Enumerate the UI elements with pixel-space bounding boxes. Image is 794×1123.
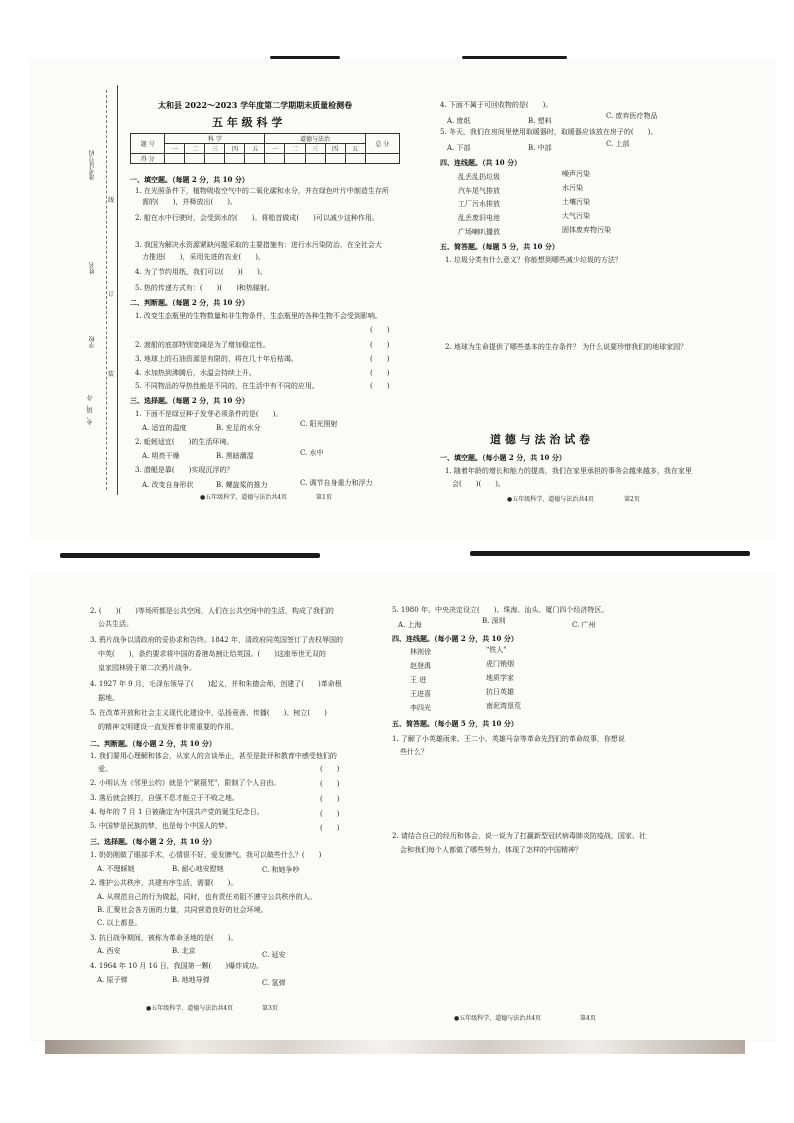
exam-title: 太和县 2022～2023 学年度第二学期期末质量检测卷 [158,100,353,110]
score-cell [265,154,285,164]
option: B. 黑暗潮湿 [216,452,254,460]
match-left-item: 王进喜 [410,690,431,698]
question-text: 1. 奶奶刚做了眼部手术，心情很不好，爱发脾气。我可以做些什么？( ) [90,851,322,859]
question-text: 1. 随着年龄的增长和能力的提高，我们在家里承担的事务会越来越多，我在家里 [445,467,692,475]
match-right-item: 大气污染 [562,212,590,220]
match-right-item: 虎门销烟 [486,660,514,668]
question-text: 的精神文明建设一直发挥着非常重要的作用。 [98,723,238,731]
option: C. 调节自身重力和浮力 [300,479,373,487]
question-text: 1. 我们要用心理解和体会，从家人的言谈举止，甚至是批评和教育中感受他们的 [90,752,337,760]
answer-paren: ( ) [370,369,390,377]
question-text: 会和我们每个人都做了哪些努力，体现了怎样的中国精神？ [400,846,582,854]
question-text: 3. 潜艇是靠( )实现沉浮的？ [135,466,234,474]
option: B. 塑料 [528,117,552,125]
question-text: 4. 水加热到沸腾后，水温会持续上升。 [135,369,256,377]
side-label: 线 [108,197,115,204]
option: B. 深圳 [482,617,506,625]
page-number: 第2页 [624,496,640,503]
question-text: 据地。 [98,694,119,702]
section-heading: 一、填空题。（每小题 2 分，共 10 分） [440,453,566,462]
match-right-item: 水污染 [562,184,583,192]
score-table [130,133,400,164]
score-col: 一 [165,144,185,154]
score-cell [205,154,225,164]
section-heading: 三、选择题。（每小题 2 分，共 10 分） [90,837,216,846]
score-cell [365,154,399,164]
score-table-header: 科 学 [165,134,265,144]
question-text: 3. 鸦片战争以清政府的妥协求和告终。1842 年，清政府同英国签订了丧权辱国的 [90,636,343,644]
scan-shadow [45,1040,745,1054]
option: A. 不理睬她 [97,865,135,873]
match-right-item: 抗日英雄 [486,688,514,696]
score-cell [285,154,305,164]
question-text: 3. 地球上的石油资源是有限的，将在几十年后枯竭。 [135,355,298,363]
page-footer: ●五年级科学、道德与法治共4页 [507,496,595,503]
score-cell [245,154,265,164]
score-row-label: 得 分 [131,154,165,164]
answer-paren: ( ) [320,824,340,832]
question-text: 4. 为了节约用纸，我们可以( )( )。 [135,268,267,276]
section-heading: 四、连线题。（共 10 分） [440,158,522,167]
score-col: 五 [245,144,265,154]
answer-paren: ( ) [320,795,340,803]
question-text: 5. 不同物品的导热性能是不同的，在生活中有不同的应用。 [135,382,319,390]
option: A. 改变自身形状 [142,481,194,489]
option: C. 广州 [572,621,596,629]
answer-paren: ( ) [320,810,340,818]
question-text: 爱。 [98,765,112,773]
option: A. 适宜的温度 [142,424,187,432]
option: A. 从规范自己的行为做起，同时，也有责任劝阻不遵守公共秩序的人。 [97,893,317,901]
option: B. 螺旋桨的推力 [216,481,268,489]
score-cell [345,154,365,164]
question-text: 2. 请结合自己的经历和体会，说一说为了打赢新型冠状病毒肺炎防疫战，国家、社 [392,832,646,840]
side-label: 学校 [89,336,96,348]
question-text: 2. 维护公共秩序，共建有序生活，需要( )。 [90,879,238,887]
option: C. 以上都是。 [97,919,142,927]
question-text: 1. 在光照条件下，植物吸收空气中的二氧化碳和水分，并在绿色叶片中制造生存所 [135,187,389,195]
match-left-item: 乱丢废旧电池 [458,214,500,222]
side-label: 乡、镇、办 [87,395,94,425]
scan-edge-mark [60,553,320,558]
question-text: 2. 船在水中行驶时，会受到水的( )。将船首做成( )可以减少这种作用。 [135,214,379,222]
question-text: 1. 下面不是绿豆种子发芽必须条件的是( )。 [135,410,283,418]
subject-title: 五 年 级 科 学 [212,116,283,129]
score-col: 二 [185,144,205,154]
question-text: 2. 蚯蚓适宜( )的生活环境。 [135,438,234,446]
page-footer: ●五年级科学、道德与法治共4页 [200,494,288,501]
score-cell [225,154,245,164]
question-text: 2. ( )( )等场所都是公共空间，人们在公共空间中的生活，构成了我们的 [90,607,334,615]
question-text: 2. 渡船的底部特别宽阔是为了增加稳定性。 [135,341,270,349]
score-col: 二 [285,144,305,154]
score-table-header: 题 号 [131,134,165,154]
score-col: 三 [205,144,225,154]
option: C. 水中 [300,449,324,457]
option: A. 原子弹 [97,976,128,984]
option: C. 上部 [606,140,630,148]
score-col: 一 [265,144,285,154]
side-label: 订 [108,291,115,298]
score-table-header: 道德与法治 [265,134,365,144]
score-col: 三 [305,144,325,154]
option: B. 地地导弹 [172,976,210,984]
match-right-item: 土壤污染 [562,198,590,206]
question-text: 5. 1980 年，中央决定设立( )、珠海、汕头、厦门四个经济特区。 [392,606,609,614]
score-col: 四 [325,144,345,154]
question-text: 公共生活。 [98,620,133,628]
side-label: 装 [108,371,115,378]
page-number: 第3页 [262,1005,278,1012]
question-text: 2. 小明认为《邻里公约》就是个"紧箍咒"，限制了个人自由。 [90,779,281,787]
side-label: 准考证号码 [89,150,96,180]
option: A. 上海 [398,621,422,629]
section-heading: 三、选择题。（每题 2 分，共 10 分） [130,396,249,405]
section-heading: 五、简答题。（每小题 5 分，共 10 分） [392,719,518,728]
answer-paren: ( ) [370,326,390,334]
score-cell [305,154,325,164]
score-col: 四 [225,144,245,154]
page-footer: ●五年级科学、道德与法治共4页 [146,1005,234,1012]
question-text: 力推进( )，采用先进的农业( )。 [142,253,265,261]
scan-edge-mark [470,551,750,556]
question-text: 些什么？ [400,748,428,756]
question-text: 皇家园林毁于第二次鸦片战争。 [98,664,196,672]
question-text: 4. 1964 年 10 月 16 日，我国第一颗( )爆炸成功。 [90,962,264,970]
answer-paren: ( ) [370,355,390,363]
match-left-item: 林则徐 [410,648,431,656]
match-left-item: 王 进 [410,676,427,684]
page-number: 第4页 [580,1015,596,1022]
section-heading: 二、判断题。（每小题 2 分，共 10 分） [90,739,216,748]
section-heading: 二、判断题。（每题 2 分，共 10 分） [130,298,249,307]
question-text: 1. 改变生态瓶里的生物数量和非生物条件，生态瓶里的各种生物不会受到影响。 [135,312,382,320]
option: A. 废纸 [447,117,471,125]
binding-dashed-line [106,90,107,490]
option: C. 氢弹 [262,979,286,987]
question-text: 需的( )，并释放出( )。 [142,198,237,206]
section-heading: 四、连线题。（每小题 2 分，共 10 分） [392,634,518,643]
match-right-item: 噪声污染 [562,170,590,178]
question-text: 5. 热的传递方式有：( )( )和热辐射。 [135,284,274,292]
question-text: 1. 了解了小英雄雨来、王二小、英雄马奈等革命先烈们的革命故事，你想说 [392,735,625,743]
option: C. 和她争吵 [262,866,300,874]
answer-paren: ( ) [320,765,340,773]
question-text: 5. 冬天，我们在房间里使用取暖器时，取暖器应该放在房子的( )。 [440,128,658,136]
question-text: 4. 下面不属于可回收物的是( )。 [440,101,553,109]
question-text: 中英( )，条约要求将中国的香港岛割让给英国。( )这座举世无双的 [98,650,326,658]
option: B. 耐心地安慰她 [172,865,224,873]
option: C. 阳光照射 [300,420,338,428]
scan-edge-mark [270,56,340,59]
score-cell [325,154,345,164]
match-left-item: 广场喇叭播放 [458,228,500,236]
match-right-item: 地质学家 [486,674,514,682]
option: A. 西安 [97,947,121,955]
question-text: 2. 地球为生命提供了哪些基本的生存条件？ 为什么说要珍惜我们的地球家园？ [445,343,688,351]
answer-paren: ( ) [370,382,390,390]
page-number: 第1页 [316,494,332,501]
option: B. 中部 [528,144,552,152]
section-heading: 五、简答题。（每题 5 分，共 10 分） [440,242,559,251]
question-text: 1. 垃圾分类有什么意义？你能想到哪些减少垃圾的方法？ [445,256,622,264]
option: B. 北京 [172,947,196,955]
option: B. 汇聚社会各方面的力量，共同营造良好的社会环境。 [97,906,268,914]
scan-edge-mark [462,56,567,59]
score-cell [165,154,185,164]
score-table-header: 总 分 [365,134,399,154]
match-left-item: 汽车尾气排放 [458,187,500,195]
question-text: 5. 在改革开放和社会主义现代化建设中，弘扬竟善、传播( )、树立( ) [90,709,327,717]
moral-title: 道 德 与 法 治 试 卷 [490,433,590,446]
question-text: 会( )( )。 [452,480,505,488]
option: A. 明亮干燥 [142,452,180,460]
question-text: 4. 每年的 7 月 1 日被确定为中国共产党的诞生纪念日。 [90,808,264,816]
question-text: 3. 我国为解决水资源紧缺问题采取的主要措施有：进行水污染防治，在全社会大 [135,241,382,249]
match-right-item: 南泥湾垦荒 [486,702,521,710]
question-text: 3. 抗日战争期间，被称为革命圣地的是( )。 [90,934,238,942]
side-label: 姓名 [89,262,96,274]
score-col: 五 [345,144,365,154]
match-right-item: 固体废弃物污染 [562,226,611,234]
section-heading: 一、填空题。（每题 2 分，共 10 分） [130,175,249,184]
answer-paren: ( ) [370,341,390,349]
match-left-item: 乱丢乱扔垃圾 [458,173,500,181]
answer-paren: ( ) [320,780,340,788]
question-text: 3. 落后就会挨打，自强不息才能立于不败之地。 [90,794,239,802]
page-footer: ●五年级科学、道德与法治共4页 [454,1015,542,1022]
option: A. 下部 [447,144,471,152]
match-left-item: 赵登禹 [410,662,431,670]
binding-line [117,85,118,495]
match-left-item: 李四光 [410,704,431,712]
option: C. 废弃医疗物品 [606,112,658,120]
question-text: 4. 1927 年 9 月，毛泽东领导了( )起义，并和朱德会师，创建了( )革命根 [90,680,342,688]
match-left-item: 工厂污水排放 [458,200,500,208]
question-text: 5. 中国梦是民族的梦，也是每个中国人的梦。 [90,822,232,830]
match-right-item: "铁人" [486,646,507,654]
score-cell [185,154,205,164]
option: B. 充足的水分 [216,424,261,432]
option: C. 延安 [262,951,286,959]
